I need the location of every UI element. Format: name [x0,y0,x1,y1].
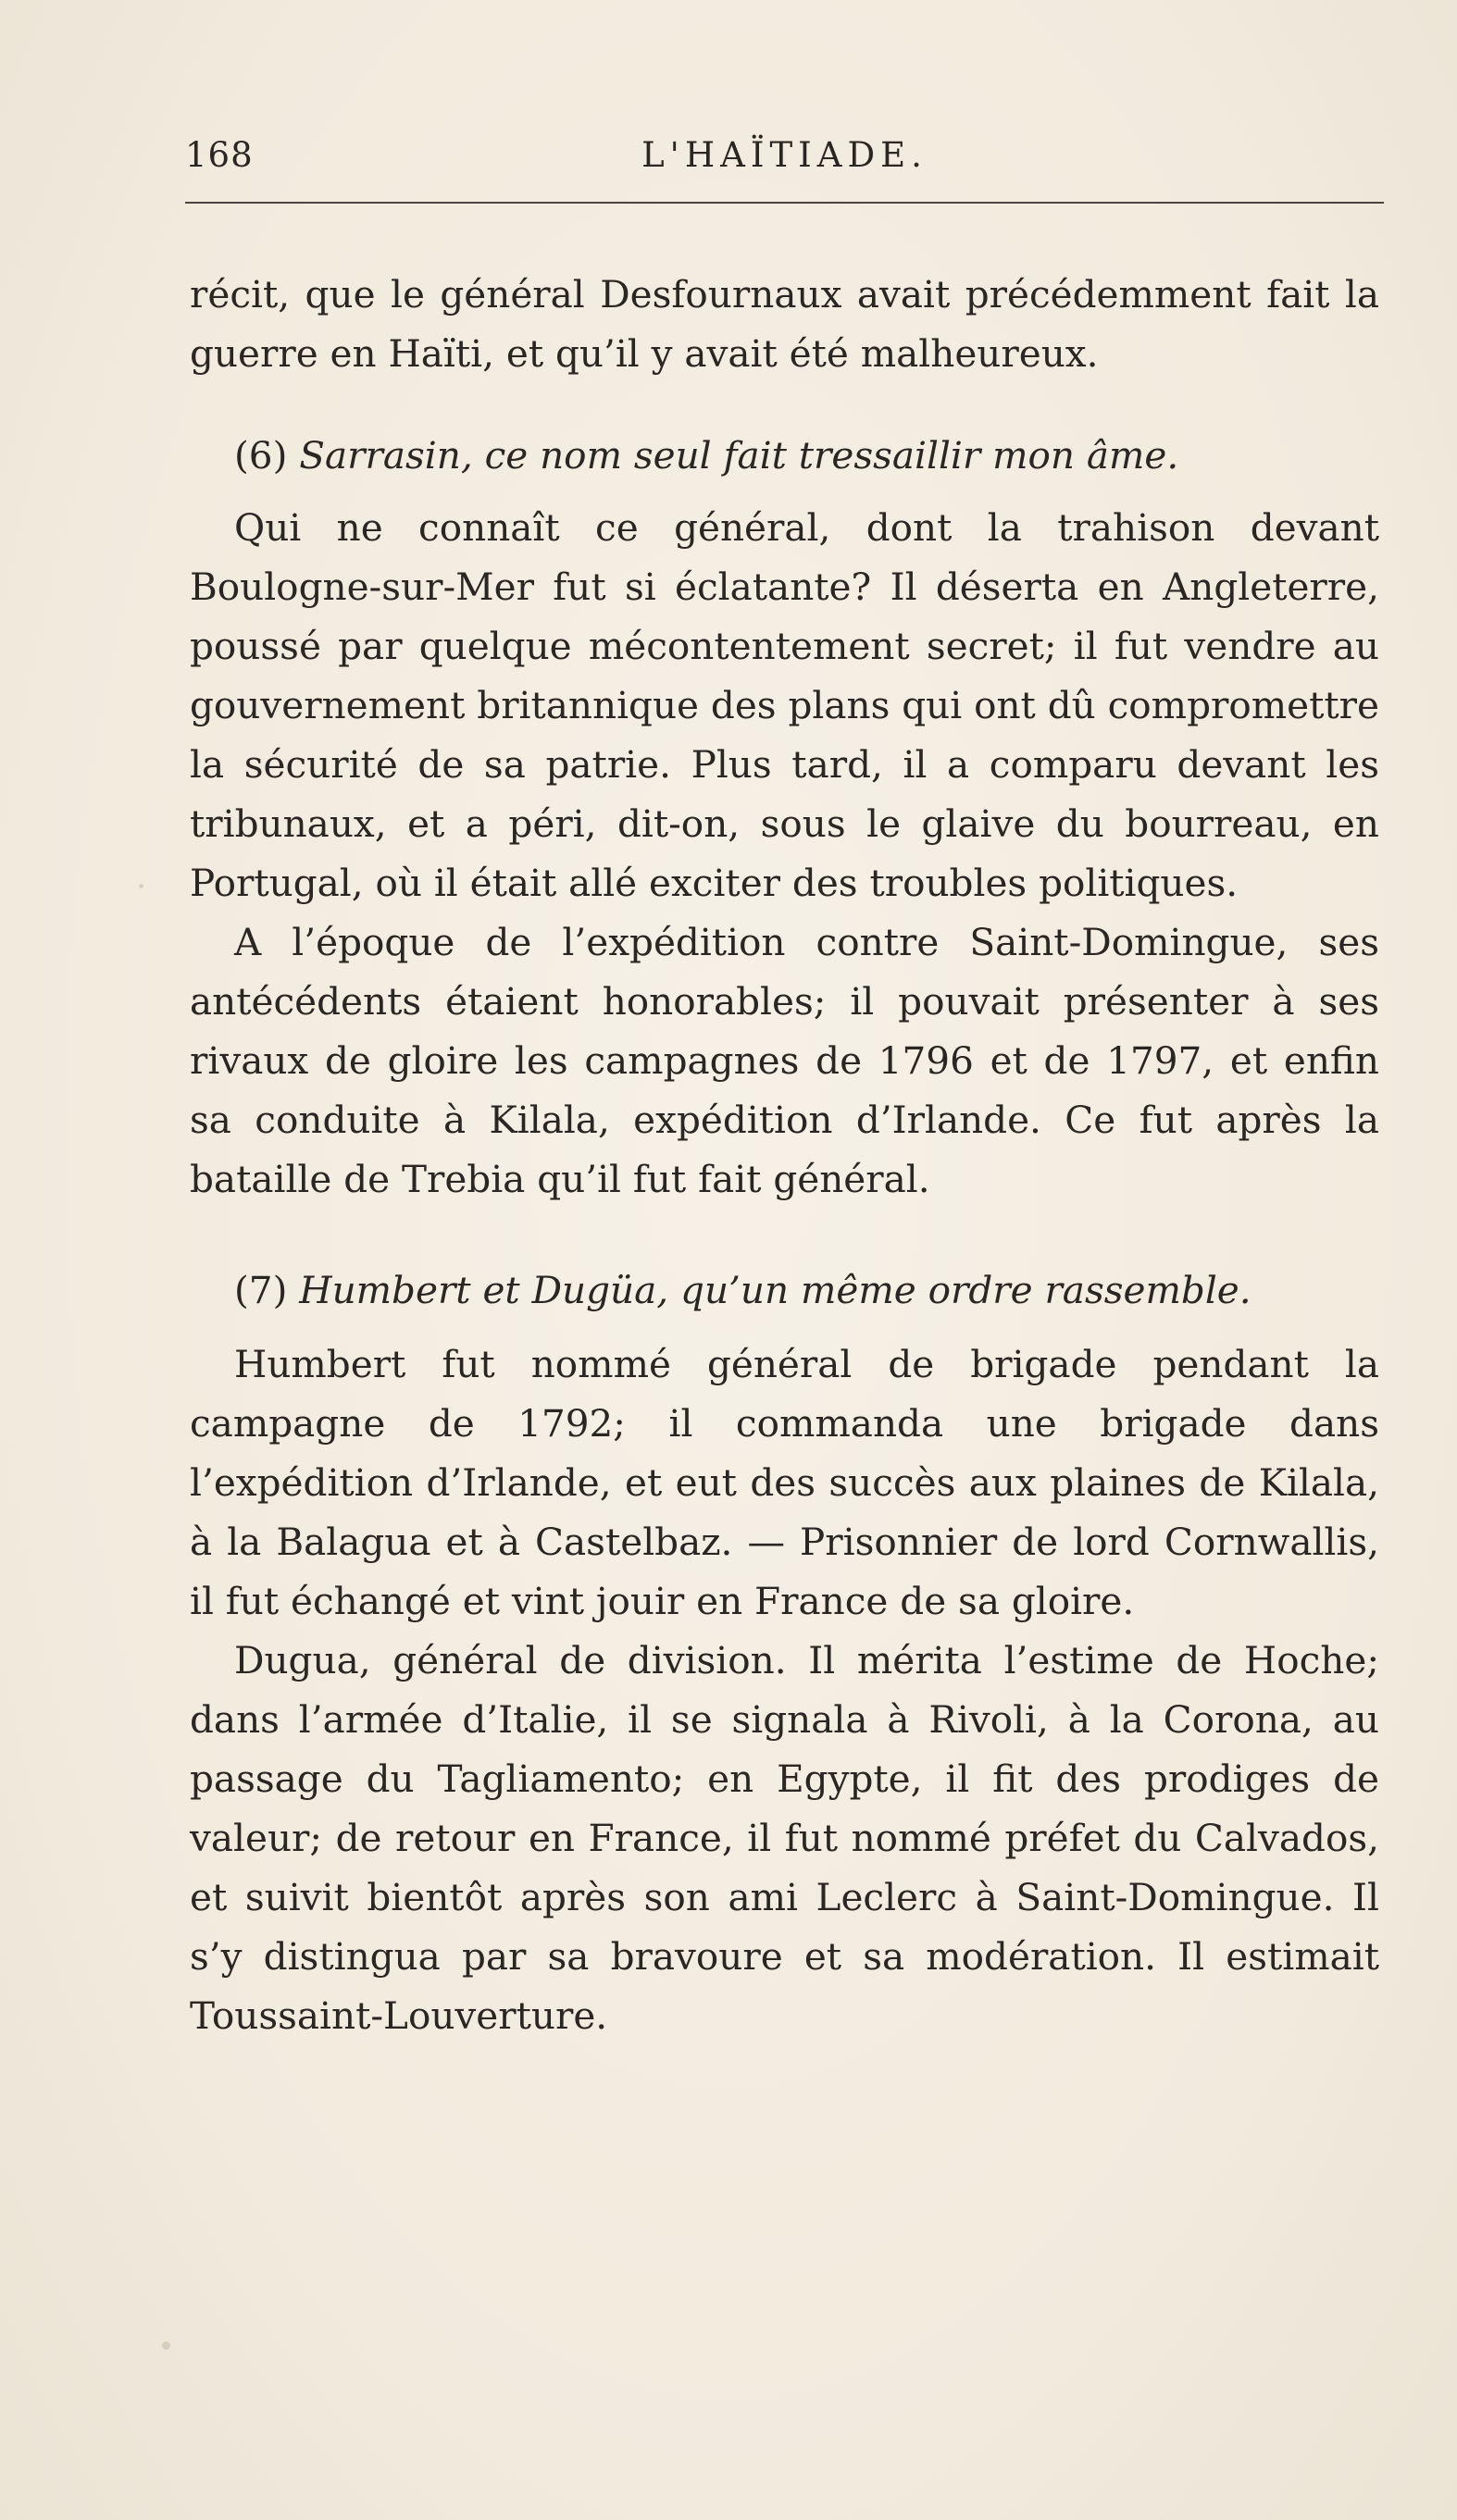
page-number: 168 [185,135,254,175]
note-7-heading [190,1260,1379,1320]
paragraph-dugua: Dugua, général de division. Il mérita l’estime de Hoche; dans l’armée d’Italie, il se signala à Rivoli, à la Corona, au passage du Tagliamento; en Egypte, il fit des prodiges de valeur; de retour en France, il fut nommé préfet du Calvados, et suivit bientôt après son ami Leclerc à Saint-Domingue. Il s’y distingua par sa bravoure et sa modération. Il estimait Toussaint-Louverture. [190,1638,1379,2038]
paragraph-humbert: Humbert fut nommé général de brigade pendant la campagne de 1792; il commanda une brigade dans l’expédition d’Irlande, et eut des succès aux plaines de Kilala, à la Balagua et à Castelbaz. — Prisonnier de lord Cornwallis, il fut échangé et vint jouir en France de sa gloire. [190,1342,1379,1623]
paper-spot [139,884,143,888]
running-title: L'HAÏTIADE. [641,135,928,175]
page-body [190,265,1379,2045]
paragraph-intro: récit, que le général Desfournaux avait précédemment fait la guerre en Haïti, et qu’il y avait été malheureux. [190,272,1379,376]
note-6-number: (6) [234,433,288,478]
paragraph-sarrasin-2: A l’époque de l’expédition contre Saint-Domingue, ses antécédents étaient honorables; il pouvait présenter à ses rivaux de gloire les campagnes de 1796 et de 1797, et enfin sa conduite à Kilala, expédition d’Irlande. Ce fut après la bataille de Trebia qu’il fut fait général. [190,920,1379,1201]
note-7-number: (7) [234,1268,288,1312]
header-rule [185,202,1384,204]
note-6-quote: Sarrasin, ce nom seul fait tressaillir mon âme. [299,433,1179,478]
note-7-quote: Humbert et Dugüa, qu’un même ordre rassemble. [299,1268,1252,1312]
note-6-heading [190,426,1379,485]
paper-spot [162,2341,170,2350]
page-header [185,130,1384,185]
paragraph-sarrasin-1: Qui ne connaît ce général, dont la trahison devant Boulogne-sur-Mer fut si éclatante? Il déserta en Angleterre, poussé par quelque mécontentement secret; il fut vendre au gouvernement britannique des plans qui ont dû compromettre la sécurité de sa patrie. Plus tard, il a comparu devant les tribunaux, et a péri, dit-on, sous le glaive du bourreau, en Portugal, où il était allé exciter des troubles politiques. [190,505,1379,905]
